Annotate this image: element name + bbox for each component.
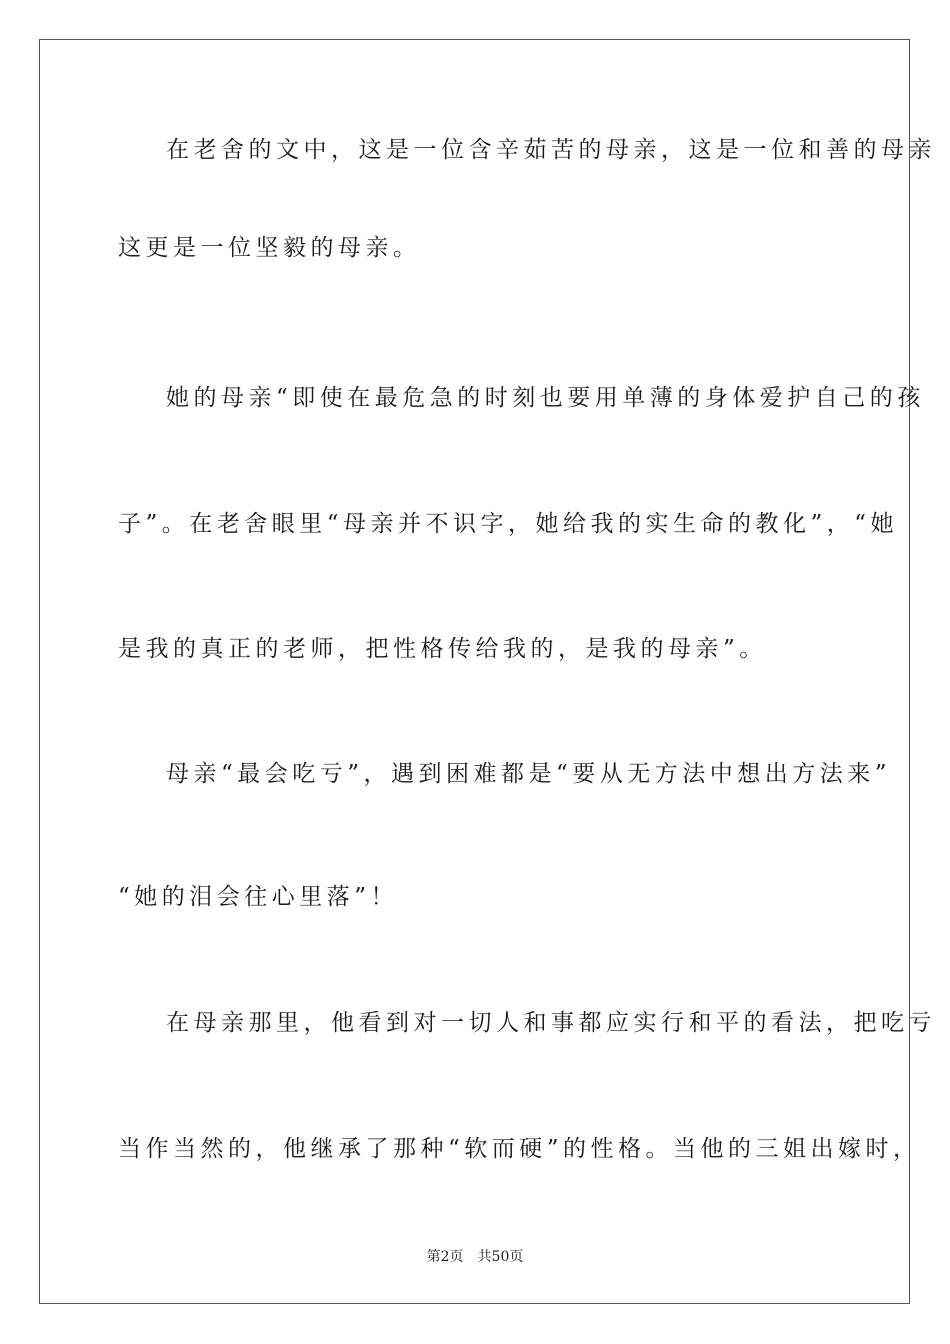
- text-line-4: 子”。在老舍眼里“母亲并不识字，她给我的实生命的教化”，“她: [118, 511, 899, 537]
- text-line-6: 母亲“最会吃亏”，遇到困难都是“要从无方法中想出方法来”: [166, 761, 892, 787]
- page-border: [39, 39, 910, 1304]
- page-footer: [0, 1246, 950, 1266]
- text-line-9: 当作当然的，他继承了那种“软而硬”的性格。当他的三姐出嫁时，: [118, 1136, 921, 1162]
- text-line-3: 她的母亲“即使在最危急的时刻也要用单薄的身体爱护自己的孩: [166, 385, 925, 411]
- text-line-2: 这更是一位坚毅的母亲。: [118, 235, 421, 261]
- text-line-1: 在老舍的文中，这是一位含辛茹苦的母亲，这是一位和善的母亲: [166, 137, 936, 163]
- page-number: 第2页: [426, 1249, 464, 1265]
- text-line-7: “她的泪会往心里落”！: [118, 884, 399, 910]
- text-line-8: 在母亲那里，他看到对一切人和事都应实行和平的看法，把吃亏: [166, 1010, 936, 1036]
- text-line-5: 是我的真正的老师，把性格传给我的，是我的母亲”。: [118, 636, 767, 662]
- page-total: 共50页: [477, 1249, 524, 1265]
